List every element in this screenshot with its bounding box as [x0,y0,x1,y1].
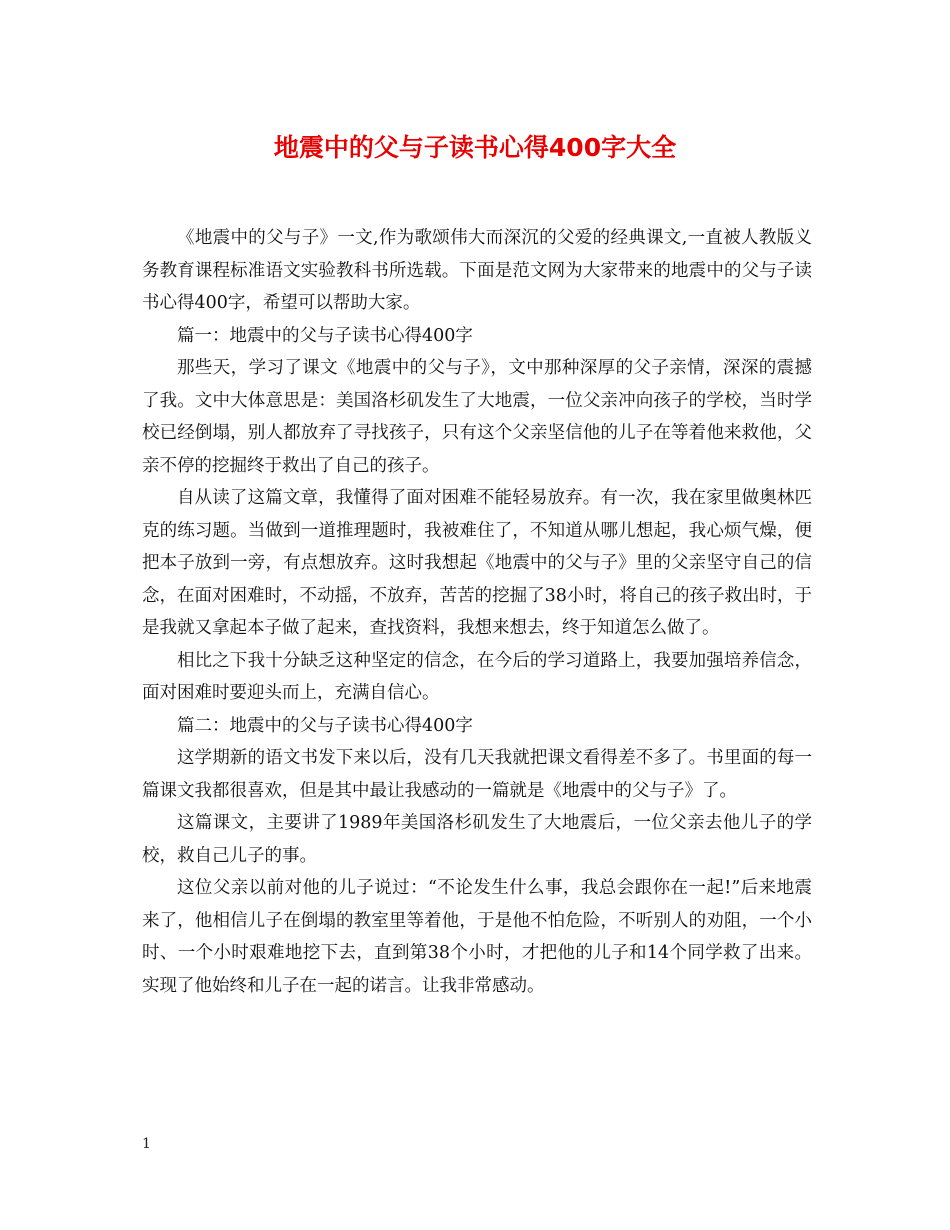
body-paragraph: 这篇课文，主要讲了1989年美国洛杉矶发生了大地震后，一位父亲去他儿子的学校，救自己儿子的事。 [142,813,812,866]
document-body [142,222,812,1002]
body-paragraph: 相比之下我十分缺乏这种坚定的信念，在今后的学习道路上，我要加强培养信念，面对困难时要迎头而上，充满自信心。 [142,650,812,703]
body-paragraph: 自从读了这篇文章，我懂得了面对困难不能轻易放弃。有一次，我在家里做奥林匹克的练习题。当做到一道推理题时，我被难住了，不知道从哪儿想起，我心烦气燥，便把本子放到一旁，有点想放弃。这时我想起《地震中的父与子》里的父亲坚守自己的信念，在面对困难时，不动摇，不放弃，苦苦的挖掘了38小时，将自己的孩子救出时，于是我就又拿起本子做了起来，查找资料，我想来想去，终于知道怎么做了。 [142,488,812,638]
section-heading-2: 篇二：地震中的父与子读书心得400字 [177,715,473,736]
body-paragraph: 这位父亲以前对他的儿子说过：“不论发生什么事，我总会跟你在一起!”后来地震来了，他相信儿子在倒塌的教室里等着他，于是他不怕危险，不听别人的劝阻，一个小时、一个小时艰难地挖下去，直到第38个小时，才把他的儿子和14个同学救了出来。实现了他始终和儿子在一起的诺言。让我非常感动。 [142,878,812,996]
body-paragraph: 这学期新的语文书发下来以后，没有几天我就把课文看得差不多了。书里面的每一篇课文我都很喜欢，但是其中最让我感动的一篇就是《地震中的父与子》了。 [142,748,812,801]
document-title: 地震中的父与子读书心得400字大全 [273,133,677,162]
body-paragraph: 那些天，学习了课文《地震中的父与子》，文中那种深厚的父子亲情，深深的震撼了我。文中大体意思是：美国洛杉矶发生了大地震，一位父亲冲向孩子的学校，当时学校已经倒塌，别人都放弃了寻找孩子，只有这个父亲坚信他的儿子在等着他来救他，父亲不停的挖掘终于救出了自己的孩子。 [142,358,812,476]
section-heading-1: 篇一：地震中的父与子读书心得400字 [177,325,473,346]
intro-paragraph: 《地震中的父与子》一文,作为歌颂伟大而深沉的父爱的经典课文,一直被人教版义务教育课程标准语文实验教科书所选载。下面是范文网为大家带来的地震中的父与子读书心得400字，希望可以帮助大家。 [142,228,812,313]
page-number: 1 [142,1136,151,1152]
